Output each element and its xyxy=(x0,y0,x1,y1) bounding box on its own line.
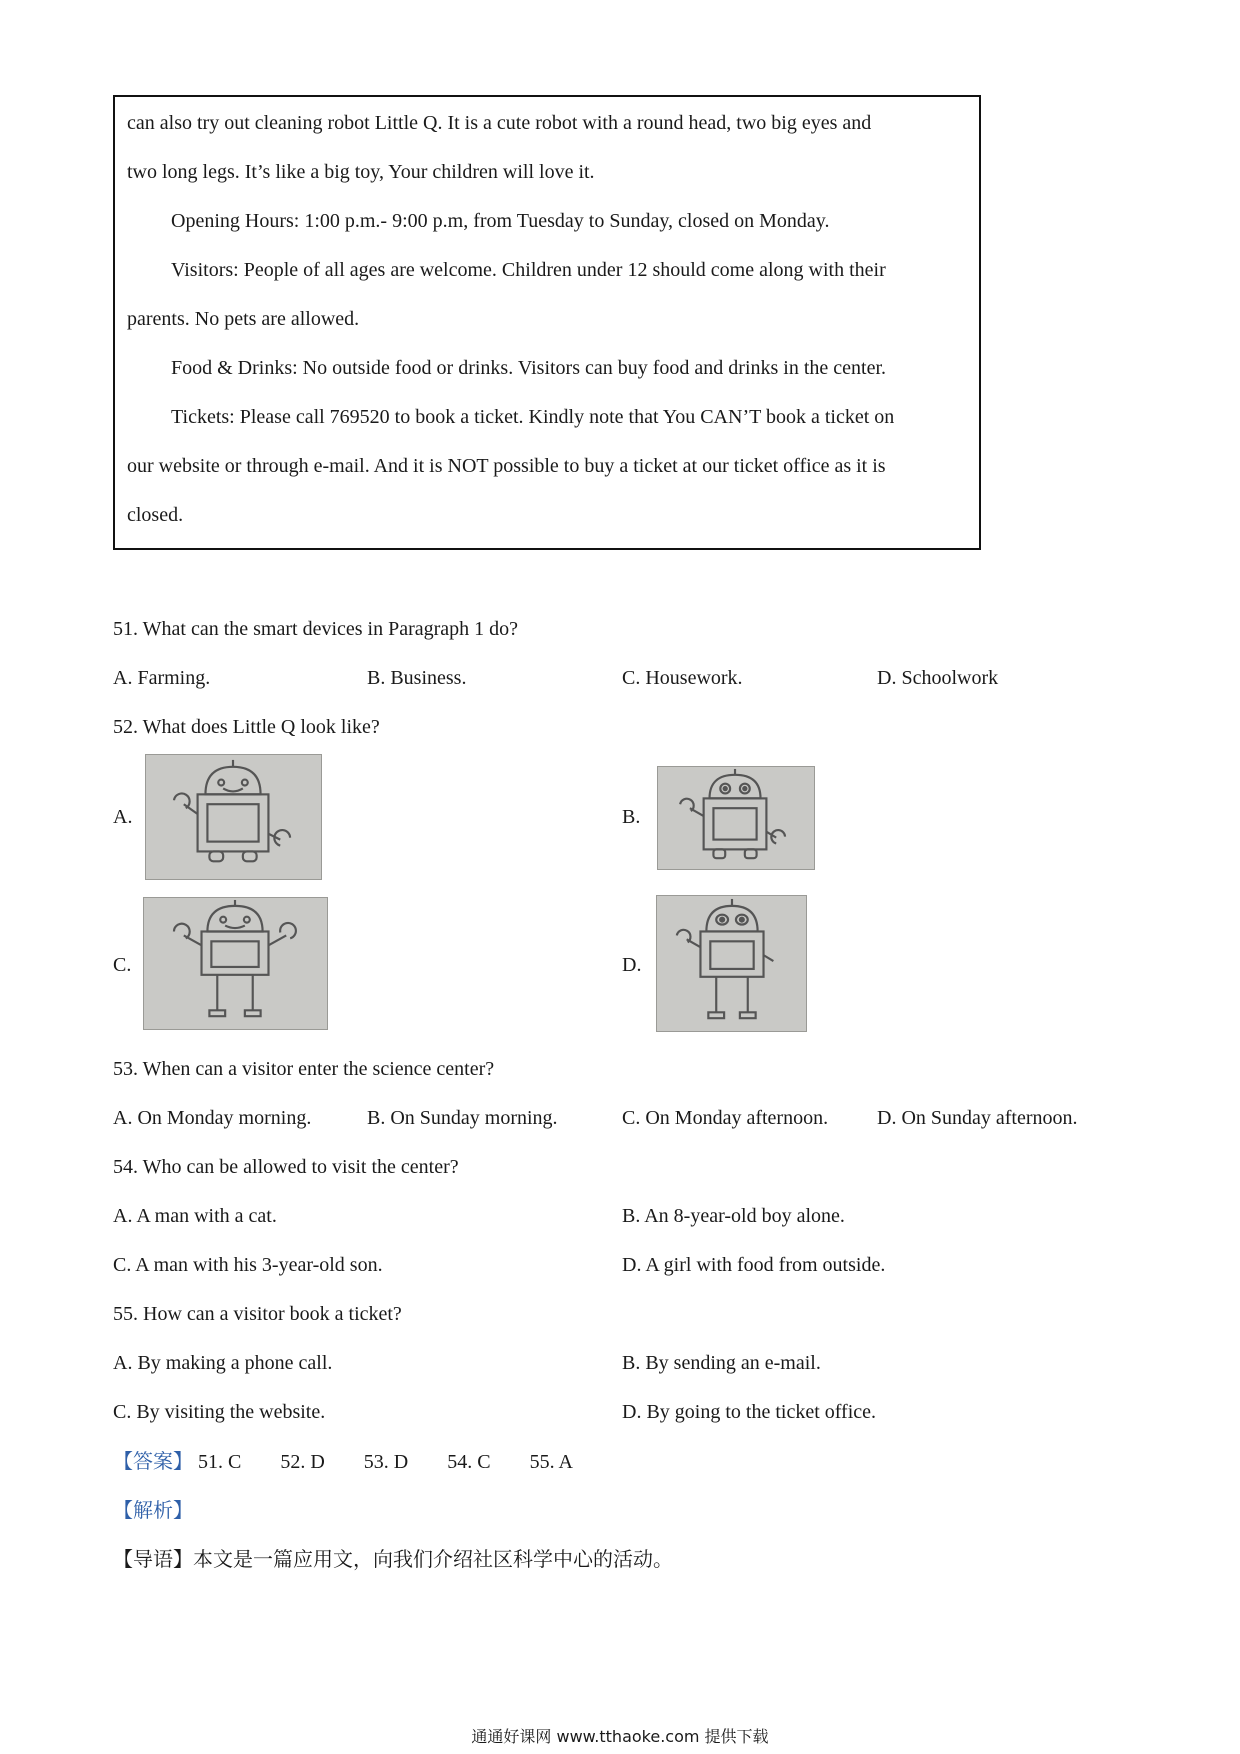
option-51-a: A. Farming. xyxy=(113,667,211,689)
question-stem-51: 51. What can the smart devices in Paragraph 1 do? xyxy=(113,618,519,640)
passage-line: two long legs. It’s like a big toy, Your children will love it. xyxy=(127,161,595,183)
option-52-a: A. xyxy=(113,806,133,828)
option-51-c: C. Housework. xyxy=(622,667,743,689)
passage-line: our website or through e-mail. And it is NOT possible to buy a ticket at our ticket office as it is xyxy=(127,455,886,477)
robot-picture-c xyxy=(143,897,328,1030)
passage-line: Tickets: Please call 769520 to book a ticket. Kindly note that You CAN’T book a ticket on xyxy=(171,406,895,428)
option-54-c: C. A man with his 3-year-old son. xyxy=(113,1254,383,1276)
intro-row xyxy=(113,1546,673,1572)
robot-picture-b xyxy=(657,766,815,870)
passage-line: Visitors: People of all ages are welcome. Children under 12 should come along with their xyxy=(171,259,886,281)
option-53-d: D. On Sunday afternoon. xyxy=(877,1107,1078,1129)
robot-picture-a xyxy=(145,754,322,880)
answer-item: 55. A xyxy=(529,1451,573,1473)
passage-line: closed. xyxy=(127,504,184,526)
robot-picture-d xyxy=(656,895,807,1032)
option-52-b: B. xyxy=(622,806,641,828)
option-53-b: B. On Sunday morning. xyxy=(367,1107,558,1129)
passage-box xyxy=(113,95,981,550)
answer-label: 【答案】 xyxy=(113,1449,193,1473)
passage-line: Opening Hours: 1:00 p.m.- 9:00 p.m, from Tuesday to Sunday, closed on Monday. xyxy=(171,210,830,232)
intro-text: 本文是一篇应用文，向我们介绍社区科学中心的活动。 xyxy=(193,1547,673,1571)
option-55-b: B. By sending an e-mail. xyxy=(622,1352,821,1374)
analysis-label: 【解析】 xyxy=(113,1498,193,1522)
passage-line: parents. No pets are allowed. xyxy=(127,308,360,330)
answer-item: 52. D xyxy=(280,1451,325,1473)
option-55-d: D. By going to the ticket office. xyxy=(622,1401,877,1423)
question-stem-53: 53. When can a visitor enter the science center? xyxy=(113,1058,495,1080)
answer-item: 51. C xyxy=(198,1451,242,1473)
option-55-a: A. By making a phone call. xyxy=(113,1352,333,1374)
passage-line: Food & Drinks: No outside food or drinks. Visitors can buy food and drinks in the center. xyxy=(171,357,887,379)
option-53-c: C. On Monday afternoon. xyxy=(622,1107,829,1129)
option-54-a: A. A man with a cat. xyxy=(113,1205,277,1227)
intro-label: 【导语】 xyxy=(113,1547,193,1571)
option-54-b: B. An 8-year-old boy alone. xyxy=(622,1205,845,1227)
page-footer: 通通好课网 www.tthaoke.com 提供下载 xyxy=(471,1727,769,1746)
passage-line: can also try out cleaning robot Little Q. It is a cute robot with a round head, two big eyes and xyxy=(127,112,872,134)
option-54-d: D. A girl with food from outside. xyxy=(622,1254,886,1276)
question-stem-55: 55. How can a visitor book a ticket? xyxy=(113,1303,402,1325)
option-55-c: C. By visiting the website. xyxy=(113,1401,326,1423)
question-stem-54: 54. Who can be allowed to visit the center? xyxy=(113,1156,459,1178)
answer-item: 54. C xyxy=(447,1451,491,1473)
question-stem-52: 52. What does Little Q look like? xyxy=(113,716,380,738)
option-51-b: B. Business. xyxy=(367,667,467,689)
option-51-d: D. Schoolwork xyxy=(877,667,999,689)
answer-row xyxy=(113,1448,607,1475)
option-52-d: D. xyxy=(622,954,642,976)
option-52-c: C. xyxy=(113,954,132,976)
answer-item: 53. D xyxy=(363,1451,409,1473)
option-53-a: A. On Monday morning. xyxy=(113,1107,312,1129)
